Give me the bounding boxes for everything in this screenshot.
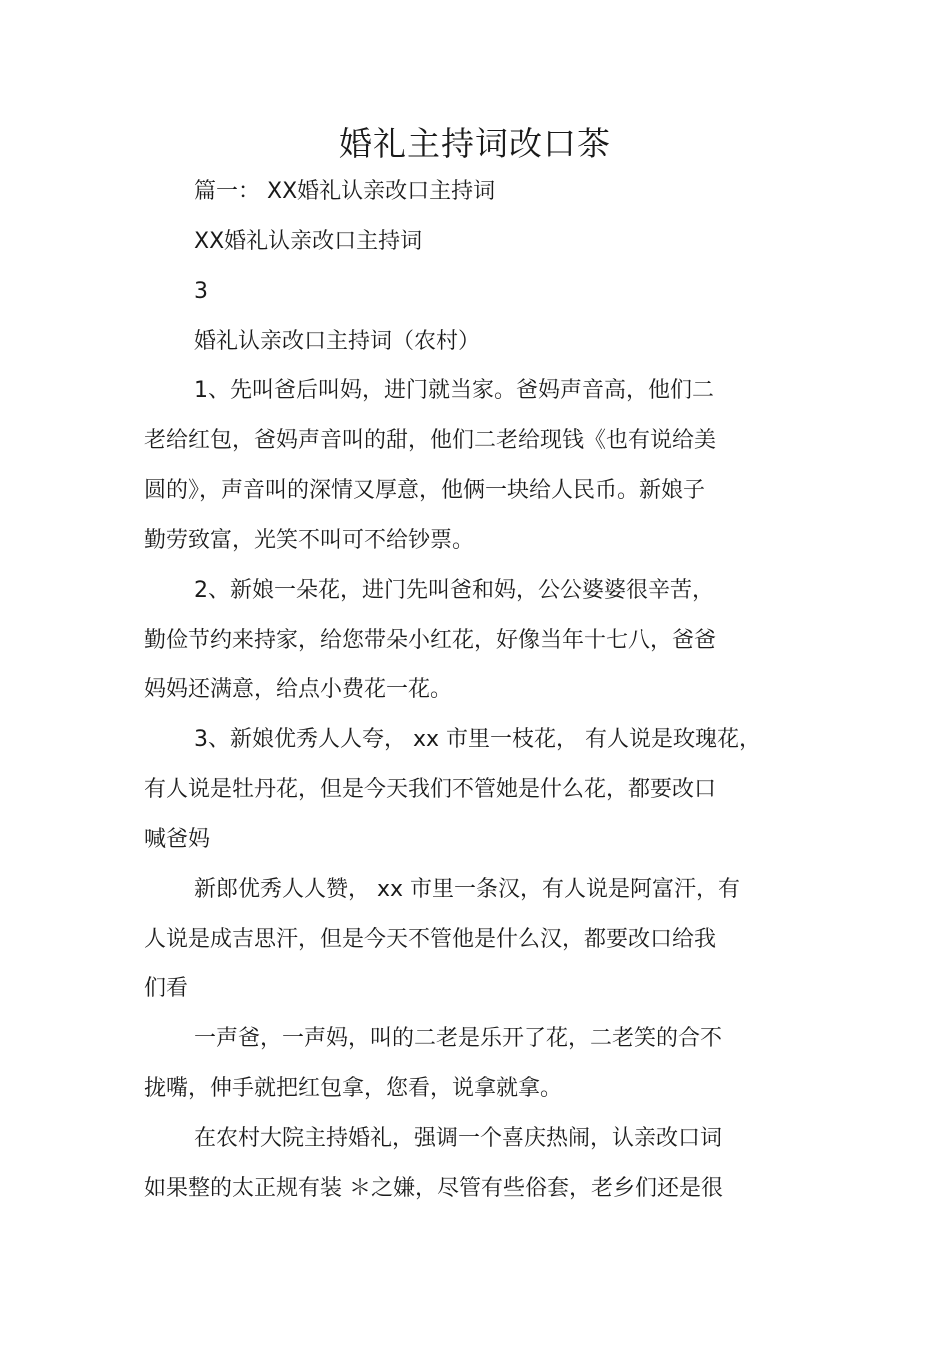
text-line: 拢嘴，伸手就把红包拿，您看，说拿就拿。 bbox=[144, 1076, 563, 1101]
text-line: 勤劳致富，光笑不叫可不给钞票。 bbox=[144, 528, 475, 553]
text-line: 人说是成吉思汗，但是今天不管他是什么汉，都要改口给我 bbox=[144, 927, 717, 952]
text-line: 们看 bbox=[144, 976, 189, 1001]
text-line: 1、先叫爸后叫妈，进门就当家。爸妈声音高，他们二 bbox=[194, 378, 714, 403]
text-line: 2、新娘一朵花，进门先叫爸和妈，公公婆婆很辛苦， bbox=[194, 578, 714, 603]
text-line: 如果整的太正规有装 ＊之嫌，尽管有些俗套，老乡们还是很 bbox=[144, 1176, 723, 1201]
text-line: 老给红包，爸妈声音叫的甜，他们二老给现钱《也有说给美 bbox=[144, 428, 717, 453]
text-line: 喊爸妈 bbox=[144, 827, 211, 852]
document-title: 婚礼主持词改口茶 bbox=[339, 124, 611, 163]
text-line: 篇一： XX婚礼认亲改口主持词 bbox=[194, 179, 496, 204]
text-line: 在农村大院主持婚礼，强调一个喜庆热闹，认亲改口词 bbox=[194, 1126, 723, 1151]
text-line: XX婚礼认亲改口主持词 bbox=[194, 229, 423, 254]
text-line: 3、新娘优秀人人夸， xx 市里一枝花， 有人说是玫瑰花， bbox=[194, 727, 762, 752]
text-line: 新郎优秀人人赞， xx 市里一条汉，有人说是阿富汗，有 bbox=[194, 877, 741, 902]
text-line: 3 bbox=[194, 279, 208, 304]
text-line: 婚礼认亲改口主持词（农村） bbox=[194, 329, 481, 354]
text-line: 圆的》，声音叫的深情又厚意，他俩一块给人民币。新娘子 bbox=[144, 478, 706, 503]
text-line: 勤俭节约来持家，给您带朵小红花，好像当年十七八，爸爸 bbox=[144, 628, 717, 653]
text-line: 一声爸，一声妈，叫的二老是乐开了花，二老笑的合不 bbox=[194, 1026, 723, 1051]
text-line: 有人说是牡丹花，但是今天我们不管她是什么花，都要改口 bbox=[144, 777, 717, 802]
text-line: 妈妈还满意，给点小费花一花。 bbox=[144, 677, 453, 702]
